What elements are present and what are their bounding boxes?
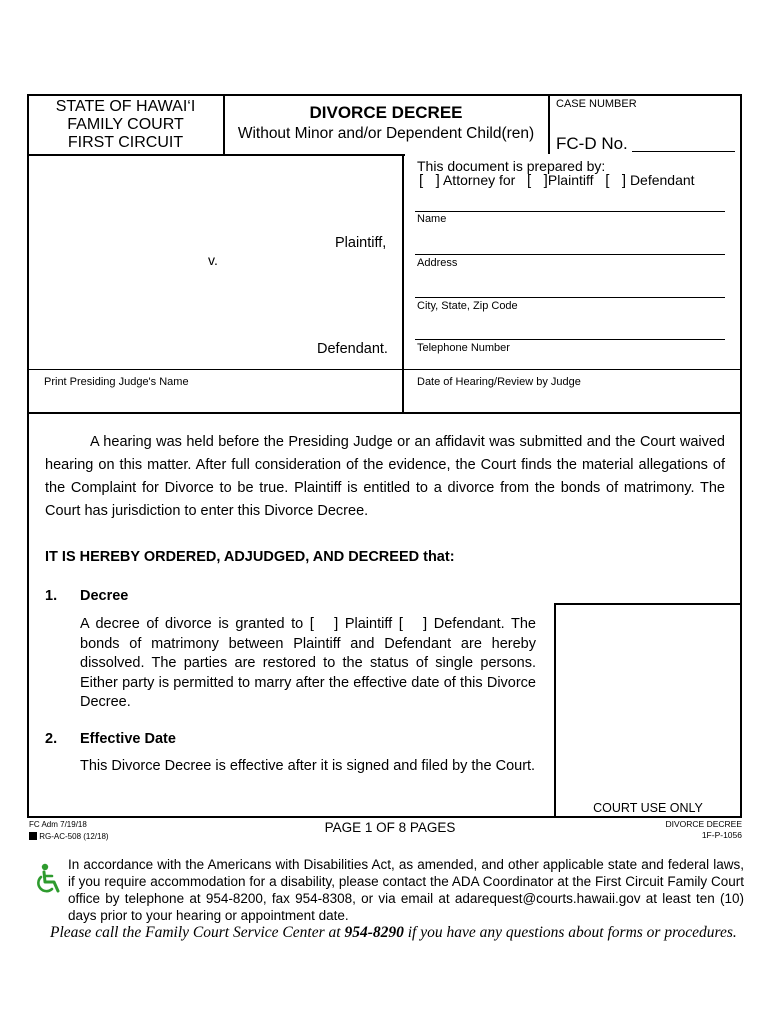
versus-label: v.: [208, 252, 218, 268]
item1-number: 1.: [45, 588, 58, 604]
item2-number: 2.: [45, 731, 58, 747]
address-label: Address: [417, 257, 458, 269]
form-subtitle: Without Minor and/or Dependent Child(ren): [237, 125, 535, 142]
ordered-heading: IT IS HEREBY ORDERED, ADJUDGED, AND DECREED that:: [45, 549, 455, 565]
service-center-phone: 954-8290: [344, 924, 404, 941]
form-id-line2: [29, 831, 109, 843]
hearing-date-label: Date of Hearing/Review by Judge: [417, 376, 581, 388]
case-prefix: FC-D No.: [556, 134, 628, 153]
defendant-label: Defendant.: [317, 341, 388, 357]
court-family: FAMILY COURT: [67, 116, 184, 133]
attorney-for-label: Attorney for: [442, 172, 516, 188]
preparer-defendant-checkbox[interactable]: [ ]: [605, 172, 627, 189]
prepared-by-label: This document is prepared by:: [417, 158, 606, 174]
form-id: [29, 819, 109, 843]
service-center-tail: if you have any questions about forms or procedures.: [407, 924, 737, 941]
divider: [27, 412, 742, 414]
court-state: STATE OF HAWAI‘I: [55, 98, 196, 115]
case-number-field[interactable]: [632, 135, 735, 152]
grant-defendant-checkbox[interactable]: [ ]: [398, 615, 428, 632]
case-number-label: CASE NUMBER: [556, 98, 637, 110]
form-id-revision: RG-AC-508 (12/18): [39, 832, 109, 841]
form-footer-name: [600, 819, 742, 841]
plaintiff-name-field[interactable]: [40, 166, 385, 226]
name-field[interactable]: [415, 211, 725, 212]
court-use-label: COURT USE ONLY: [593, 801, 703, 815]
attorney-checkbox[interactable]: [ ]: [419, 172, 440, 189]
preparer-plaintiff-checkbox[interactable]: [ ]: [527, 172, 548, 189]
form-title: DIVORCE DECREE: [309, 103, 463, 122]
court-circuit: FIRST CIRCUIT: [67, 134, 184, 151]
preparer-plaintiff-label: Plaintiff: [547, 172, 594, 188]
court-use-box: [554, 603, 742, 818]
item1-text: [80, 614, 536, 713]
judge-name-label: Print Presiding Judge's Name: [44, 376, 189, 388]
divider: [402, 154, 404, 412]
form-footer-code: 1F-P-1056: [701, 830, 742, 840]
divider: [548, 94, 550, 154]
item2-title: Effective Date: [80, 731, 176, 747]
service-center-lead: Please call the Family Court Service Center at: [50, 924, 341, 941]
divider: [27, 369, 742, 370]
hearing-date-field[interactable]: [412, 390, 732, 410]
item1-title: Decree: [80, 588, 129, 604]
court-name: [29, 98, 222, 152]
city-label: City, State, Zip Code: [417, 300, 518, 312]
defendant-name-field[interactable]: [40, 275, 385, 335]
city-field[interactable]: [415, 297, 725, 298]
telephone-label: Telephone Number: [417, 342, 510, 354]
wheelchair-icon: [33, 863, 65, 895]
judge-name-field[interactable]: [40, 390, 395, 410]
page-indicator: PAGE 1 OF 8 PAGES: [324, 820, 456, 835]
plaintiff-label: Plaintiff,: [335, 235, 387, 251]
name-label: Name: [417, 213, 447, 225]
telephone-field[interactable]: [415, 339, 725, 340]
preparer-defendant-label: Defendant: [629, 172, 695, 188]
recycle-icon: [29, 832, 37, 840]
form-id-line1: FC Adm 7/19/18: [29, 820, 87, 829]
ada-notice: In accordance with the Americans with Disabilities Act, as amended, and other applicable state and federal laws, if you require accommodation for a disability, please contact the ADA Coordinator at the First Circuit Family Court office by telephone at 954-8200, fax 954-8308, or via email at adarequest@courts.hawaii.gov at least ten (10) days prior to your hearing or appointment date.: [68, 857, 744, 923]
item1-body: The bonds of matrimony between Plaintiff and Defendant are hereby dissolved. The parties are restored to the status of single persons. Either party is permitted to marry after the effective date of this Divorce Decree.: [80, 616, 537, 710]
service-center-note: [50, 924, 750, 942]
prepared-by-options: [419, 172, 695, 189]
divider: [27, 154, 405, 156]
grant-plaintiff-label: Plaintiff: [344, 616, 393, 632]
form-footer-title: DIVORCE DECREE: [665, 819, 742, 829]
item1-lead: A decree of divorce is granted to: [80, 616, 304, 632]
grant-plaintiff-checkbox[interactable]: [ ]: [309, 615, 339, 632]
intro-paragraph: A hearing was held before the Presiding Judge or an affidavit was submitted and the Court waived hearing on this matter. After full consideration of the evidence, the Court finds the material allegations of the Complaint for Divorce to be true. Plaintiff is entitled to a divorce from the bonds of matrimony. The Court has jurisdiction to enter this Divorce Decree.: [45, 434, 725, 519]
grant-defendant-label: Defendant.: [433, 616, 505, 632]
item2-text: This Divorce Decree is effective after it is signed and filed by the Court.: [80, 758, 536, 774]
address-field[interactable]: [415, 254, 725, 255]
